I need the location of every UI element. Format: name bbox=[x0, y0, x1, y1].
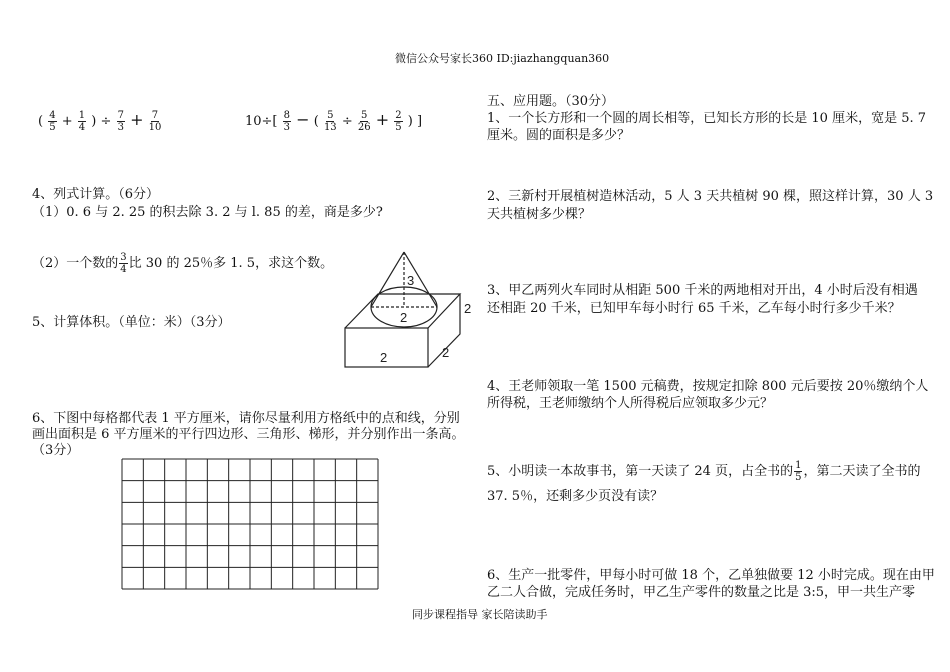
section-4-title: 4、列式计算。（6分） bbox=[32, 187, 160, 202]
question-6-line-1: 6、生产一批零件，甲每小时可做 18 个，乙单独做要 12 小时完成。现在由甲 bbox=[487, 568, 935, 583]
page-header: 微信公众号家长360 ID:jiazhangquan360 bbox=[395, 52, 610, 65]
section-6-line-3: （3分） bbox=[32, 443, 80, 458]
section-5-title: 5、计算体积。（单位：米）（3分） bbox=[32, 315, 231, 330]
fraction: $\frac{5}{13}$ bbox=[323, 110, 337, 133]
fraction: $\frac{4}{5}$ bbox=[49, 110, 56, 133]
application-section-title: 五、应用题。（30分） bbox=[487, 94, 615, 109]
page-footer: 同步课程指导 家长陪读助手 bbox=[412, 608, 548, 621]
fraction: $\frac{2}{5}$ bbox=[395, 110, 402, 133]
cone-on-cuboid-figure bbox=[340, 245, 480, 375]
question-1-line-2: 厘米。圆的面积是多少？ bbox=[487, 128, 631, 143]
fraction: $\frac{1}{4}$ bbox=[78, 110, 86, 133]
question-3-line-2: 还相距 20 千米，已知甲车每小时行 65 千米，乙车每小时行多少千米？ bbox=[487, 301, 901, 316]
question-5-line-1: 5、小明读一本故事书，第一天读了 24 页，占全书的 $\frac{1}{5}$ ，第二天读了全书的 bbox=[487, 460, 921, 483]
question-4-line-1: 4、王老师领取一笔 1500 元稿费，按规定扣除 800 元后要按 20％缴纳个人 bbox=[487, 379, 929, 394]
figure-label-depth: 2 bbox=[464, 301, 472, 316]
cone-side-left bbox=[371, 252, 404, 307]
fraction: $\frac{8}{3}$ bbox=[283, 110, 291, 133]
square-grid-paper bbox=[121, 458, 379, 590]
section-4-question-1: （1）0. 6 与 2. 25 的积去除 3. 2 与 l. 85 的差，商是多少? bbox=[32, 205, 383, 220]
question-1-line-1: 1、一个长方形和一个圆的周长相等，已知长方形的长是 10 厘米，宽是 5. 7 bbox=[487, 111, 927, 126]
section-4-question-2: （2）一个数的 $\frac{3}{4}$ 比 30 的 25％多 1. 5，求这个数。 bbox=[32, 252, 334, 275]
fraction: $\frac{1}{5}$ bbox=[795, 460, 802, 483]
question-2-line-2: 天共植树多少棵？ bbox=[487, 207, 592, 222]
question-3-line-1: 3、甲乙两列火车同时从相距 500 千米的两地相对开出，4 小时后没有相遇 bbox=[487, 283, 918, 298]
fraction: $\frac{3}{4}$ bbox=[120, 252, 127, 275]
section-6-line-1: 6、下图中每格都代表 1 平方厘米，请你尽量利用方格纸中的点和线，分别 bbox=[32, 411, 460, 426]
figure-label-height: 3 bbox=[407, 273, 415, 288]
question-2-line-1: 2、三新村开展植树造林活动，5 人 3 天共植树 90 棵，照这样计算，30 人 3 bbox=[487, 189, 934, 204]
fraction: $\frac{7}{10}$ bbox=[148, 110, 162, 133]
section-6-line-2: 画出面积是 6 平方厘米的平行四边形、三角形、梯形，并分别作出一条高。 bbox=[32, 427, 465, 442]
expression-2: 10÷[ $\frac{8}{3}$ − ( $\frac{5}{13}$ ÷ $\frac{5}{26}$ + $\frac{2}{5}$ ) ] bbox=[245, 110, 423, 133]
expression-1: ( $\frac{4}{5}$ + $\frac{1}{4}$ ) ÷ $\frac{7}{3}$ + $\frac{7}{10}$ bbox=[38, 110, 162, 133]
question-5-line-2: 37. 5％，还剩多少页没有读？ bbox=[487, 489, 664, 504]
figure-label-diameter: 2 bbox=[400, 310, 408, 325]
question-4-line-2: 所得税，王老师缴纳个人所得税后应领取多少元？ bbox=[487, 396, 774, 411]
fraction: $\frac{5}{26}$ bbox=[357, 110, 371, 133]
fraction: $\frac{7}{3}$ bbox=[117, 110, 124, 133]
figure-label-length: 2 bbox=[380, 350, 388, 365]
figure-label-height-right: 2 bbox=[442, 345, 450, 360]
question-6-line-2: 乙二人合做，完成任务时，甲乙生产零件的数量之比是 3:5，甲一共生产零 bbox=[487, 585, 916, 600]
